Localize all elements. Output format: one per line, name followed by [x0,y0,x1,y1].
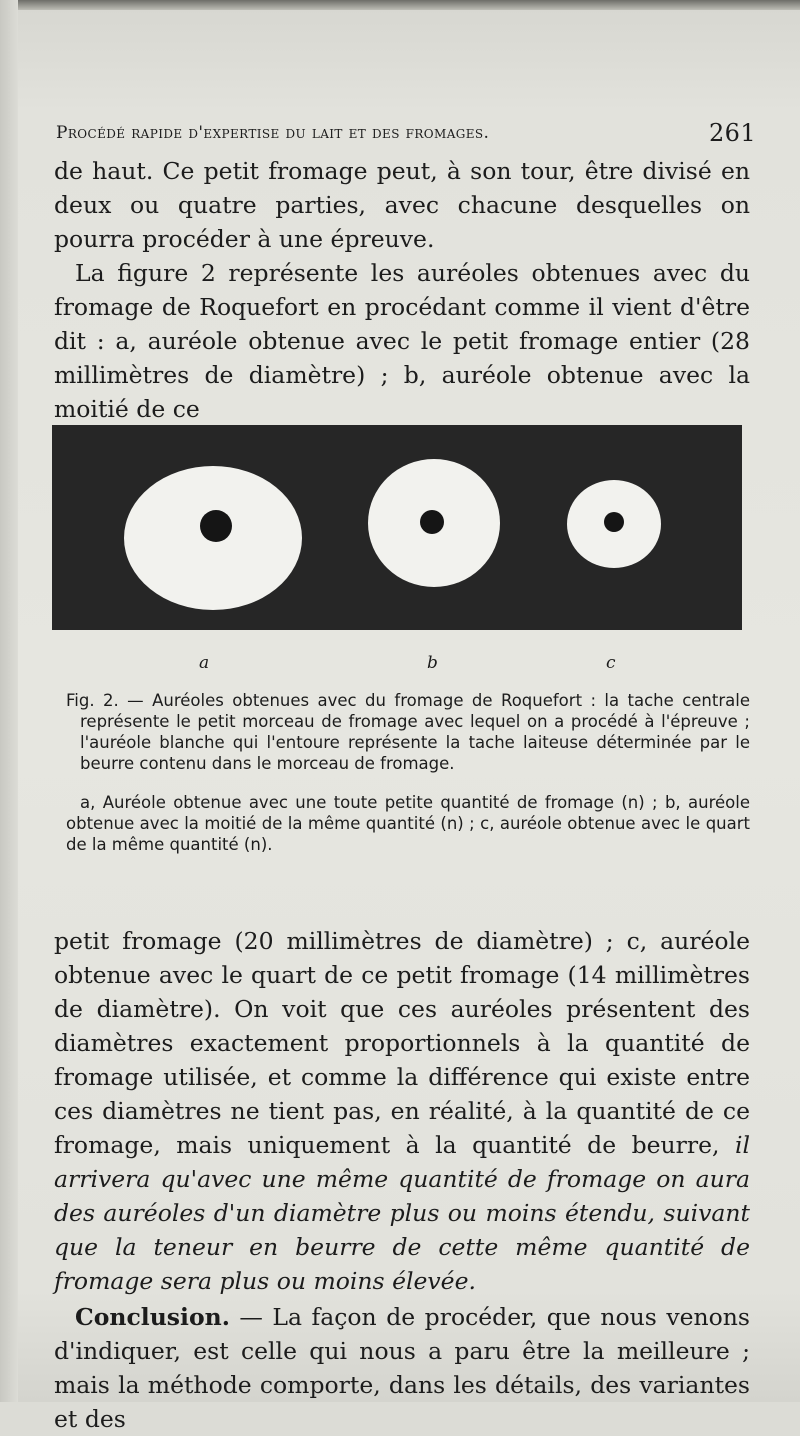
figure-labels [0,653,800,677]
paragraph-conclusion [54,1300,750,1436]
running-head [56,119,756,149]
paragraph-diameters-regular: petit fromage (20 millimètres de diamètre) ; c, auréole obtenue avec le quart de ce petit fromage (14 millimètres de diamètre). On voit que ces auréoles présentent des diamètres exactement proportionnels à la quantité de fromage utilisée, et comme la différence qui existe entre ces diamètres ne tient pas, en réalité, à la quantité de ce fromage, mais uniquement à la quantité de beurre, [54,927,750,1159]
figure-caption [66,690,750,855]
page-left-edge [0,0,18,1402]
cheese-spot-c [604,512,624,532]
figure-caption-legend: a, Auréole obtenue avec une toute petite quantité de fromage (n) ; b, auréole obtenue avec la moitié de la même quantité (n) ; c, auréole obtenue avec le quart de la même quantité (n). [66,793,750,854]
paragraph-diameters [54,924,750,1298]
figure-caption-text: — Auréoles obtenues avec du fromage de Roquefort : la tache centrale représente le petit morceau de fromage avec lequel on a procédé à l'épreuve ; l'auréole blanche qui l'entoure représente la tache laiteuse déterminée par le beurre contenu dans le morceau de fromage. [80,691,750,773]
figure-label-a: a [199,653,210,673]
cheese-spot-b [420,510,444,534]
cheese-spot-a [200,510,232,542]
figure-label-c: c [606,653,616,673]
paragraph-diameters-italic: il arrivera qu'avec une même quantité de fromage on aura des auréoles d'un diamètre plus ou moins étendu, suivant que la teneur en beurre de cette même quantité de fromage sera plus ou moins élevée. [54,1131,750,1295]
page-number: 261 [708,119,756,147]
body-text-bottom [54,924,750,1436]
conclusion-heading: Conclusion. [75,1303,230,1331]
page-top-edge [0,0,800,10]
figure-caption-main [66,690,750,774]
conclusion-text: — La façon de procéder, que nous venons d'indiquer, est celle qui nous a paru être la meilleure ; mais la méthode comporte, dans les détails, des variantes et des [54,1303,750,1433]
body-text-top [54,154,750,426]
figure-label-b: b [427,653,438,673]
paragraph-figure-reference: La figure 2 représente les auréoles obtenues avec du fromage de Roquefort en procédant comme il vient d'être dit : a, auréole obtenue avec le petit fromage entier (28 millimètres de diamètre) ; b, auréole obtenue avec la moitié de ce [54,259,750,423]
figure-aureoles [52,425,742,630]
paragraph-continuation: de haut. Ce petit fromage peut, à son tour, être divisé en deux ou quatre parties, avec chacune desquelles on pourra procéder à une épreuve. [54,157,750,253]
running-head-title: Procédé rapide d'expertise du lait et des fromages. [56,123,490,143]
figure-caption-label: Fig. 2. [66,691,119,710]
